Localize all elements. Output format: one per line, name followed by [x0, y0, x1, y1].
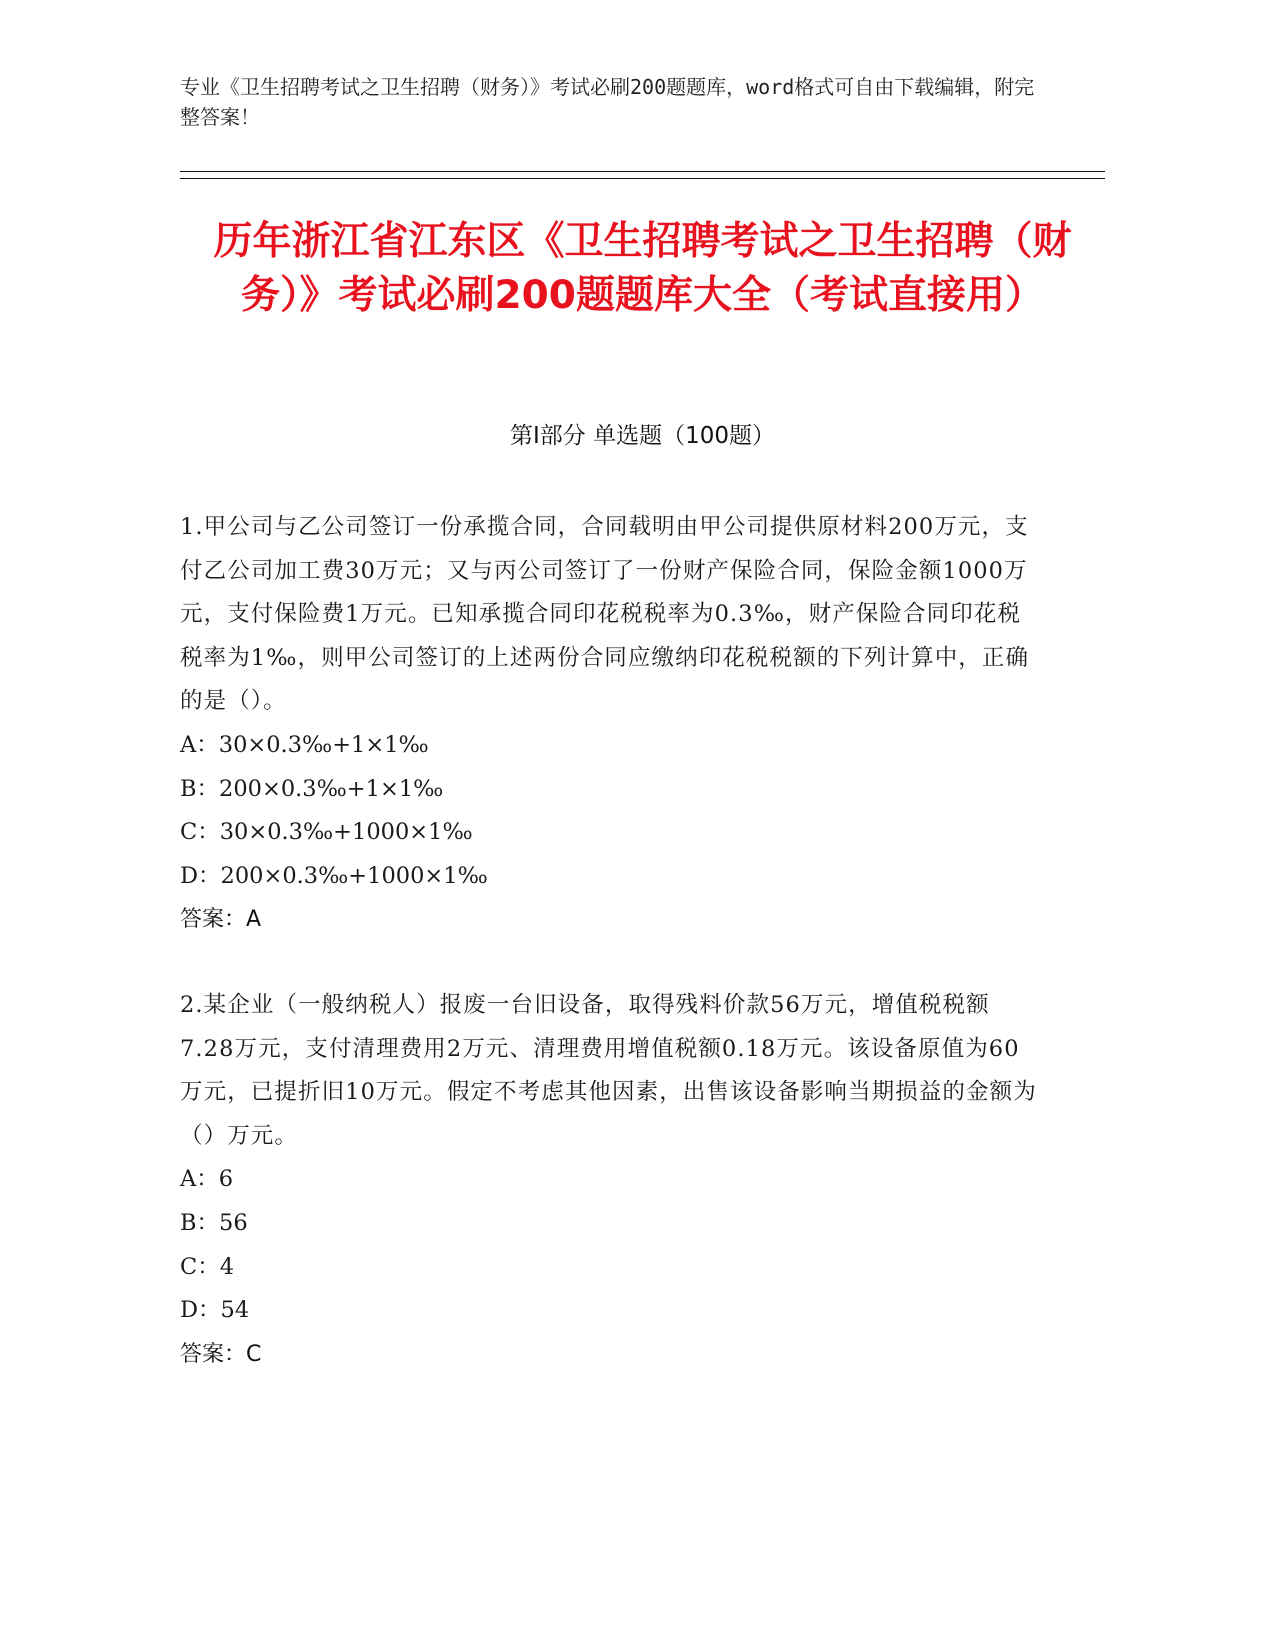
question-2 — [180, 984, 1040, 1376]
question-1-answer: 答案：A — [180, 907, 262, 933]
question-1-option-a: A：30×0.3‰+1×1‰ — [180, 731, 429, 758]
question-1-option-d: D：200×0.3‰+1000×1‰ — [180, 862, 488, 889]
document-title: 历年浙江省江东区《卫生招聘考试之卫生招聘（财务）》考试必刷200题题库大全（考试直接用） — [213, 219, 1072, 318]
question-2-option-c: C：4 — [180, 1253, 235, 1280]
question-1 — [180, 506, 1040, 942]
question-2-option-b: B：56 — [180, 1209, 248, 1236]
header-divider-top — [180, 171, 1105, 172]
section-heading: 第I部分 单选题（100题） — [510, 423, 775, 449]
question-2-stem: 2.某企业（一般纳税人）报废一台旧设备，取得残料价款56万元，增值税税额7.28万元，支付清理费用2万元、清理费用增值税额0.18万元。该设备原值为60万元，已提折旧10万元。假定不考虑其他因素，出售该设备影响当期损益的金额为（）万元。 — [180, 992, 1037, 1149]
question-1-option-b: B：200×0.3‰+1×1‰ — [180, 775, 444, 802]
question-2-option-d: D：54 — [180, 1297, 250, 1324]
header-divider-bottom — [180, 178, 1105, 179]
question-1-option-c: C：30×0.3‰+1000×1‰ — [180, 819, 473, 846]
question-2-option-a: A：6 — [180, 1166, 234, 1193]
question-2-answer: 答案：C — [180, 1341, 262, 1367]
header-note: 专业《卫生招聘考试之卫生招聘（财务）》考试必刷200题题库，word格式可自由下载编辑，附完整答案！ — [180, 75, 1035, 129]
question-1-stem: 1.甲公司与乙公司签订一份承揽合同，合同载明由甲公司提供原材料200万元，支付乙公司加工费30万元；又与丙公司签订了一份财产保险合同，保险金额1000万元，支付保险费1万元。已知承揽合同印花税税率为0.3‰，财产保险合同印花税税率为1‰，则甲公司签订的上述两份合同应缴纳印花税税额的下列计算中，正确的是（）。 — [180, 514, 1030, 715]
